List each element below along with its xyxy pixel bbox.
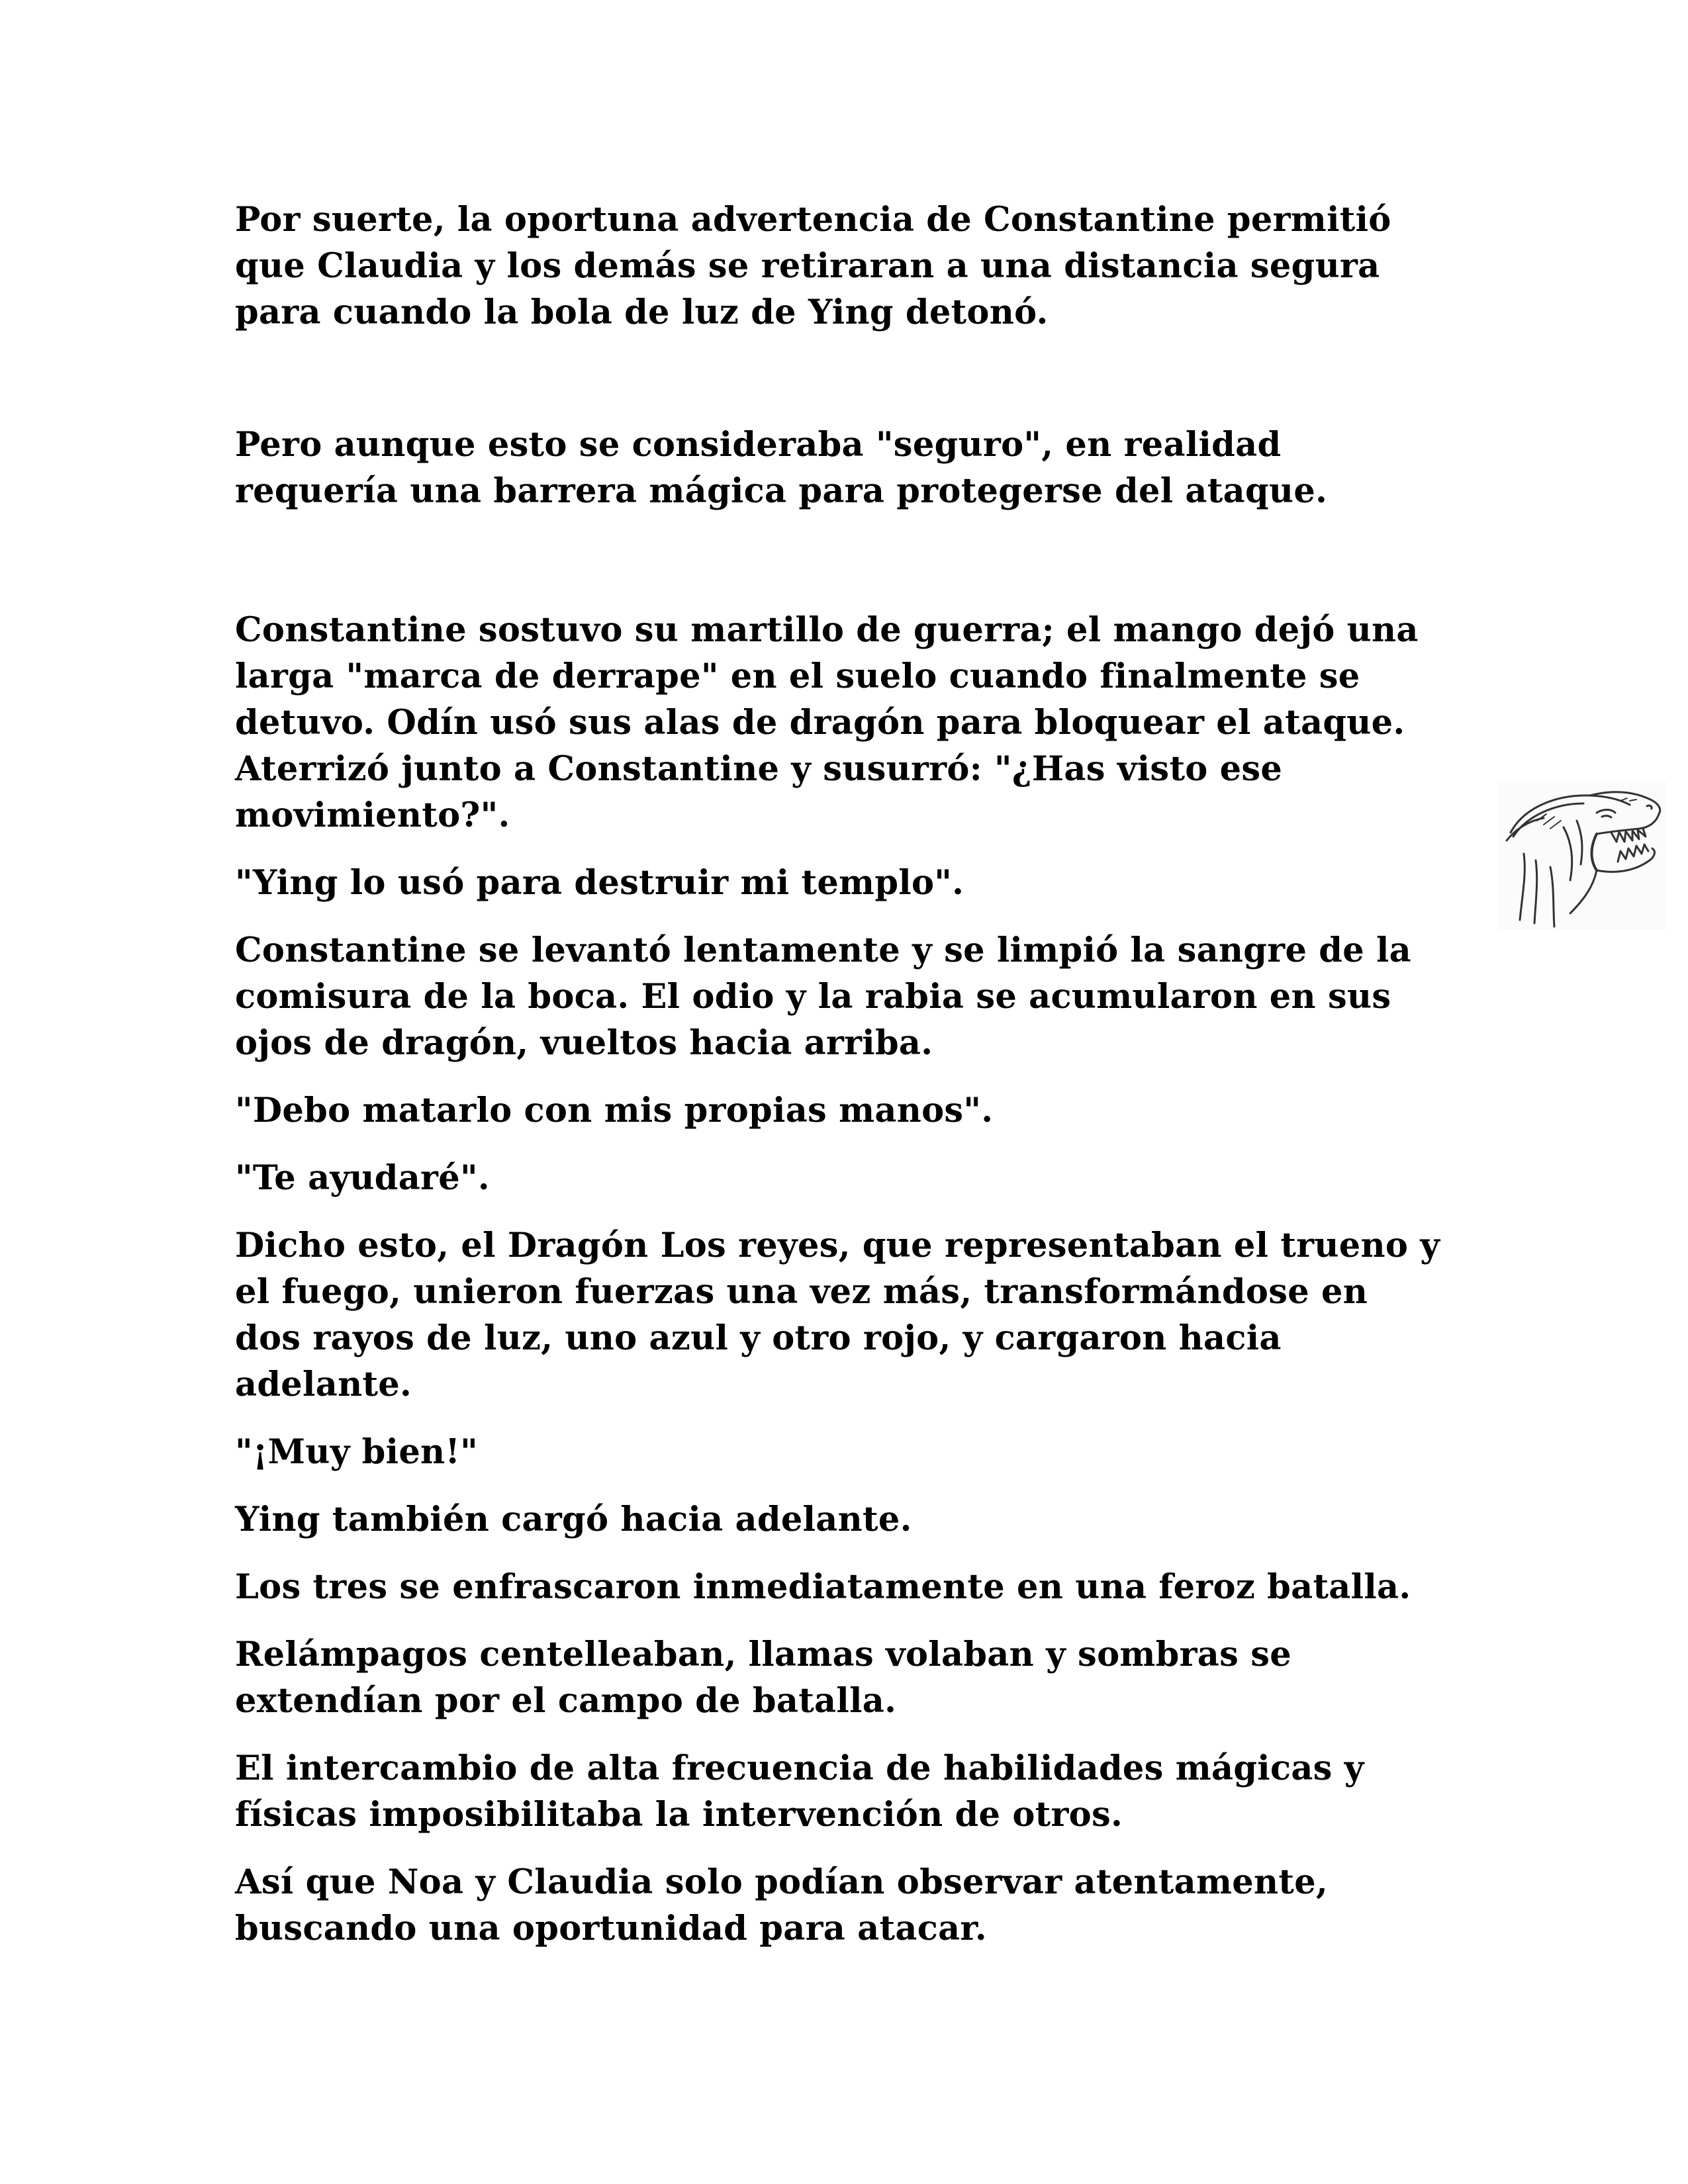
paragraph: Por suerte, la oportuna advertencia de Constantine permitió que Claudia y los demás se retiraran a una distancia segura para cuando la bola de luz de Ying detonó.	[235, 200, 1391, 332]
paragraph: Los tres se enfrascaron inmediatamente en una feroz batalla.	[235, 1567, 1411, 1607]
paragraph: Ying también cargó hacia adelante.	[235, 1500, 912, 1539]
paragraph: "Ying lo usó para destruir mi templo".	[235, 863, 964, 903]
paragraph: Dicho esto, el Dragón Los reyes, que representaban el trueno y el fuego, unieron fuerzas una vez más, transformándose en dos rayos de luz, uno azul y otro rojo, y cargaron hacia adelante.	[235, 1226, 1440, 1404]
paragraph: "Te ayudaré".	[235, 1158, 490, 1198]
paragraph: "¡Muy bien!"	[235, 1432, 478, 1472]
paragraph: Así que Noa y Claudia solo podían observar atentamente, buscando una oportunidad para atacar.	[235, 1862, 1329, 1948]
paragraph: El intercambio de alta frecuencia de habilidades mágicas y físicas imposibilitaba la intervención de otros.	[235, 1749, 1364, 1835]
paragraph: Constantine se levantó lentamente y se limpió la sangre de la comisura de la boca. El odio y la rabia se acumularon en sus ojos de dragón, vueltos hacia arriba.	[235, 931, 1412, 1063]
dinosaur-head-sketch-icon	[1497, 781, 1667, 931]
paragraph: Relámpagos centelleaban, llamas volaban y sombras se extendían por el campo de batalla.	[235, 1635, 1291, 1721]
body-text	[235, 197, 1496, 1952]
paragraph: Constantine sostuvo su martillo de guerra; el mango dejó una larga "marca de derrape" en el suelo cuando finalmente se detuvo. Odín usó sus alas de dragón para bloquear el ataque. Aterrizó junto a Constantine y susurró: "¿Has visto ese movimiento?".	[235, 610, 1419, 835]
paragraph: Pero aunque esto se consideraba "seguro", en realidad requería una barrera mágica para protegerse del ataque.	[235, 425, 1328, 511]
paragraph: "Debo matarlo con mis propias manos".	[235, 1091, 994, 1130]
